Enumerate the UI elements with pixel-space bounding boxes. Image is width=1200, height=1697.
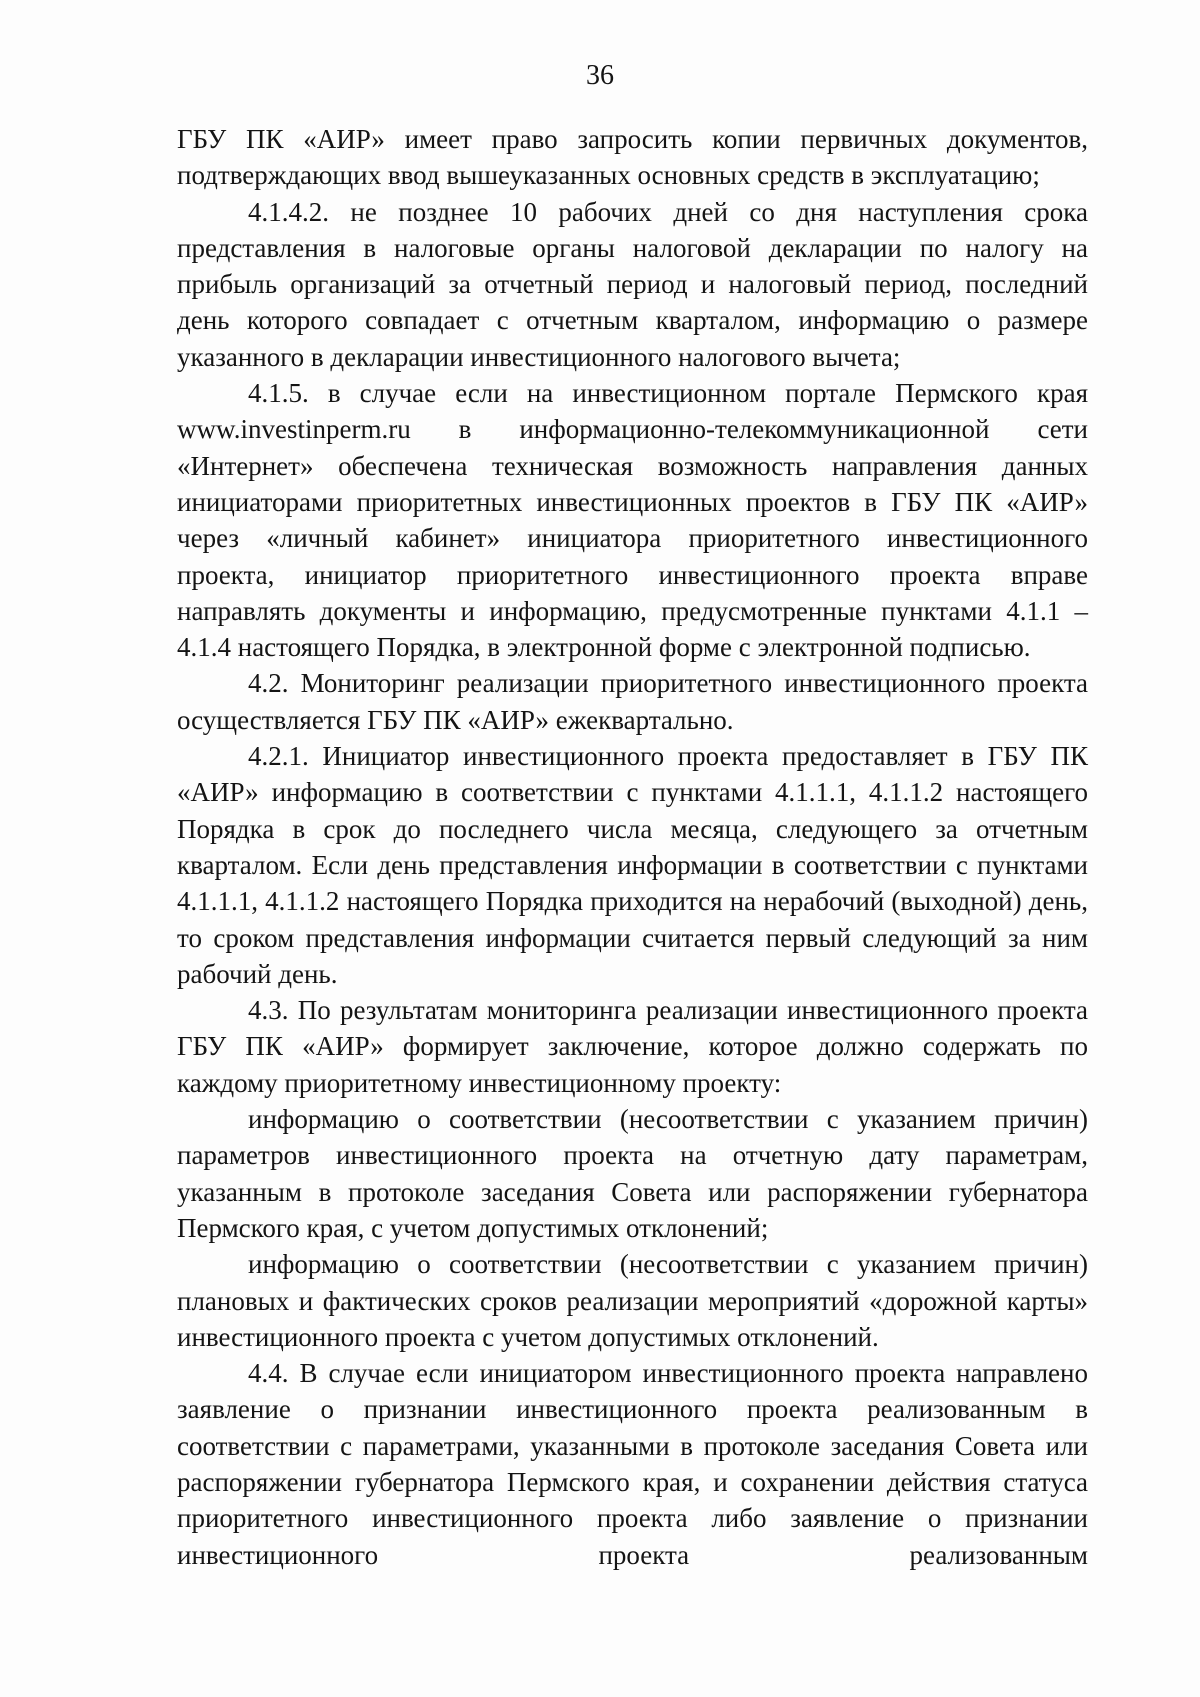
document-body xyxy=(177,121,1088,1573)
paragraph-4-1-4-2: 4.1.4.2. не позднее 10 рабочих дней со дня наступления срока представления в налоговые органы налоговой декларации по налогу на прибыль организаций за отчетный период и налоговый период, последний день которого совпадает с отчетным кварталом, информацию о размере указанного в декларации инвестиционного налогового вычета; xyxy=(177,196,1088,372)
page-number: 36 xyxy=(586,60,614,91)
paragraph-continuation: ГБУ ПК «АИР» имеет право запросить копии первичных документов, подтверждающих ввод вышеуказанных основных средств в эксплуатацию; xyxy=(177,124,1088,191)
paragraph-4-2-1: 4.2.1. Инициатор инвестиционного проекта предоставляет в ГБУ ПК «АИР» информацию в соответствии с пунктами 4.1.1.1, 4.1.1.2 настоящего Порядка в срок до последнего числа месяца, следующего за отчетным кварталом. Если день представления информации в соответствии с пунктами 4.1.1.1, 4.1.1.2 настоящего Порядка приходится на нерабочий (выходной) день, то сроком представления информации считается первый следующий за ним рабочий день. xyxy=(177,741,1088,989)
paragraph-roadmap-compliance: информацию о соответствии (несоответствии с указанием причин) плановых и фактических сроков реализации мероприятий «дорожной карты» инвестиционного проекта с учетом допустимых отклонений. xyxy=(177,1249,1088,1352)
paragraph-4-4: 4.4. В случае если инициатором инвестиционного проекта направлено заявление о признании инвестиционного проекта реализованным в соответствии с параметрами, указанными в протоколе заседания Совета или распоряжении губернатора Пермского края, и сохранении действия статуса приоритетного инвестиционного проекта либо заявление о признании инвестиционного проекта реализованным xyxy=(177,1358,1088,1570)
paragraph-parameters-compliance: информацию о соответствии (несоответствии с указанием причин) параметров инвестиционного проекта на отчетную дату параметрам, указанным в протоколе заседания Совета или распоряжении губернатора Пермского края, с учетом допустимых отклонений; xyxy=(177,1104,1088,1243)
paragraph-4-2: 4.2. Мониторинг реализации приоритетного инвестиционного проекта осуществляется ГБУ ПК «АИР» ежеквартально. xyxy=(177,668,1088,735)
paragraph-4-1-5: 4.1.5. в случае если на инвестиционном портале Пермского края www.investinperm.ru в информационно-телекоммуникационной сети «Интернет» обеспечена техническая возможность направления данных инициаторами приоритетных инвестиционных проектов в ГБУ ПК «АИР» через «личный кабинет» инициатора приоритетного инвестиционного проекта, инициатор приоритетного инвестиционного проекта вправе направлять документы и информацию, предусмотренные пунктами 4.1.1 – 4.1.4 настоящего Порядка, в электронной форме с электронной подписью. xyxy=(177,378,1088,663)
paragraph-4-3: 4.3. По результатам мониторинга реализации инвестиционного проекта ГБУ ПК «АИР» формирует заключение, которое должно содержать по каждому приоритетному инвестиционному проекту: xyxy=(177,995,1088,1098)
